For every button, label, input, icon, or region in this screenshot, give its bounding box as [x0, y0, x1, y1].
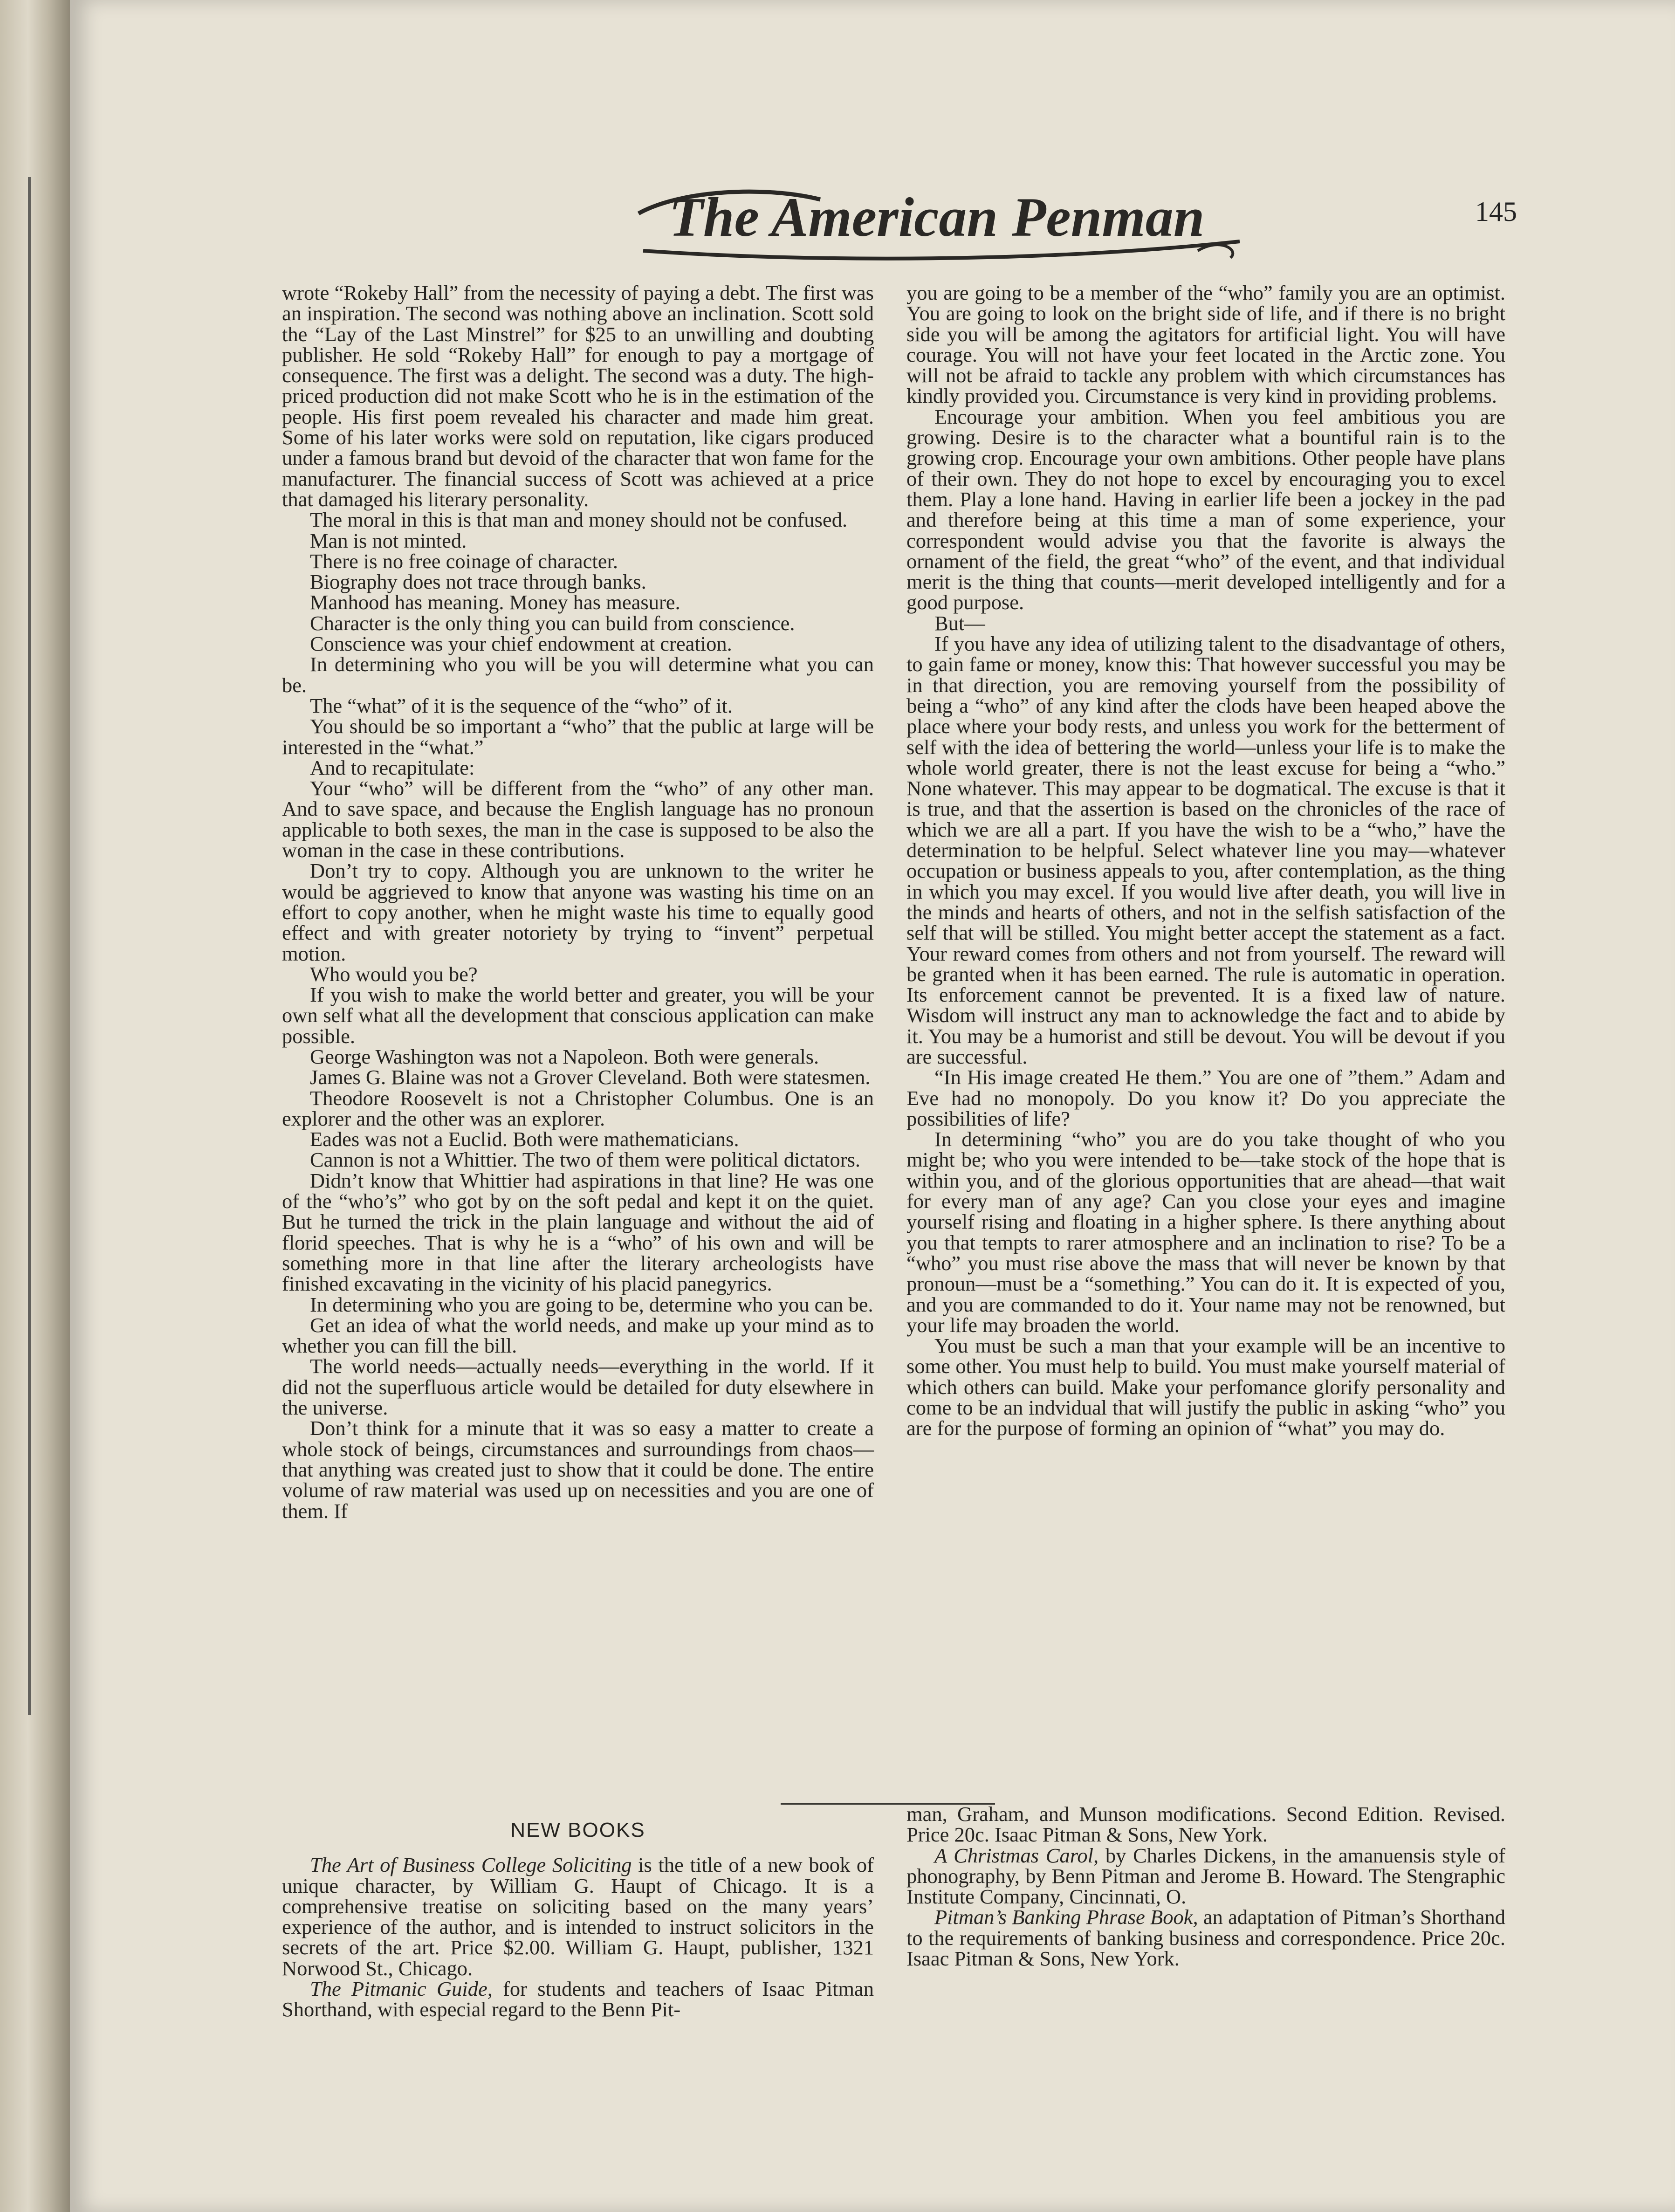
paragraph: You must be such a man that your example will be an incentive to some other. You must help to build. You must make yourself material of which others can build. Make your perfomance glorify personality and come to be an indvidual that will justify the public in asking “who” you are for the purpose of forming an opinion of “what” you may do. — [906, 1334, 1505, 1440]
book-description: an adaptation of Pitman’s Shorthand to the requirements of banking business and correspondence. Price 20c. Isaac Pitman & Sons, New York. — [906, 1905, 1505, 1971]
paragraph: Biography does not trace through banks. — [310, 570, 646, 594]
paragraph: And to recapitulate: — [310, 756, 475, 779]
paragraph: There is no free coinage of character. — [310, 549, 618, 573]
paragraph: Who would you be? — [310, 962, 478, 986]
book-entry — [282, 1978, 874, 2020]
new-books-column-right — [906, 1804, 1505, 1969]
paragraph: The world needs—actually needs—everything in the world. If it did not the superfluous article would be detailed for duty elsewhere in the universe. — [282, 1354, 874, 1420]
paragraph: Man is not minted. — [310, 529, 467, 552]
book-title: A Christmas Carol, — [934, 1843, 1099, 1867]
paragraph: Cannon is not a Whittier. The two of them were political dictators. — [310, 1148, 861, 1172]
paragraph: Manhood has meaning. Money has measure. — [310, 591, 680, 614]
spine-margin-rule — [28, 177, 31, 1715]
paragraph: You should be so important a “who” that the public at large will be interested in the “what.” — [282, 714, 874, 759]
paragraph: In determining who you will be you will determine what you can be. — [282, 653, 874, 697]
paragraph: In determining “who” you are do you take thought of who you might be; who you were intended to be—take stock of the hope that is within you, and of the glorious opportunities that are ahead—that wait for every man of any age? Can you close your eyes and imagine yourself rising and floating in a higher sphere. Is there anything about you that tempts to rarer atmosphere and an inclination to rise? To be a “who” you must rise above the mass that will never be known by that pronoun—must be a “something.” You can do it. It is expected of you, and you are commanded to do it. Your name may not be renowned, but your life may broaden the world. — [906, 1127, 1505, 1337]
paragraph: “In His image created He them.” You are one of ”them.” Adam and Eve had no monopoly. Do you know it? Do you appreciate the possibilities of life? — [906, 1065, 1505, 1130]
paragraph: But— — [934, 611, 985, 635]
paragraph: Get an idea of what the world needs, and make up your mind as to whether you can fill the bill. — [282, 1313, 874, 1358]
paragraph: Don’t think for a minute that it was so easy a matter to create a whole stock of beings, circumstances and surroundings from chaos—that anything was created just to show that it could be done. The entire volume of raw material was used up on necessities and you are one of them. If — [282, 1416, 874, 1523]
book-entry — [282, 1855, 874, 1978]
book-description: man, Graham, and Munson modifications. Second Edition. Revised. Price 20c. Isaac Pitman & Sons, New York. — [906, 1802, 1505, 1847]
paragraph: Theodore Roosevelt is not a Christopher Columbus. One is an explorer and the other was an explorer. — [282, 1086, 874, 1130]
paragraph: James G. Blaine was not a Grover Cleveland. Both were statesmen. — [310, 1065, 871, 1089]
article-column-left — [282, 282, 874, 1521]
paragraph: If you have any idea of utilizing talent to the disadvantage of others, to gain fame or money, know this: That however successful you may be in that direction, you are removing yourself from the possibility of being a “who” of any kind after the clods have been heaped above the place where your body rests, and unless you work for the betterment of self with the idea of bettering the world—unless your life is to make the whole world greater, there is not the least excuse for being a “who.” None whatever. This may appear to be dogmatical. The excuse is that it is true, and that the assertion is based on the chronicles of the race of which we are all a part. If you have the wish to be a “who,” have the determination to be helpful. Select whatever line you may—whatever occupation or business appeals to you, after contemplation, as the thing in which you may excel. If you would live after death, you will live in the minds and hearts of others, and not in the selfish satisfaction of the self that will be stilled. You might better accept the statement as a fact. Your reward comes from others and not from yourself. The reward will be granted when it has been earned. The rule is automatic in operation. Its enforcement cannot be prevented. It is a fixed law of nature. Wisdom will instruct any man to acknowledge the fact and to abide by it. You may be a humorist and still be devout. You will be devout if you are successful. — [906, 632, 1505, 1068]
book-title: The Art of Business College Soliciting — [310, 1853, 632, 1877]
paragraph: The “what” of it is the sequence of the “who” of it. — [310, 694, 733, 717]
book-entry — [906, 1804, 1505, 1845]
new-books-column-left — [282, 1820, 874, 2020]
book-title: Pitman’s Banking Phrase Book, — [934, 1905, 1198, 1929]
paragraph: Character is the only thing you can build from conscience. — [310, 611, 795, 635]
paragraph: Eades was not a Euclid. Both were mathematicians. — [310, 1127, 739, 1151]
book-description: is the title of a new book of unique character, by William G. Haupt of Chicago. It is a comprehensive treatise on soliciting based on the many years’ experience of the author, and is intended to instruct solicitors in the secrets of the art. Price $2.00. William G. Haupt, publisher, 1321 Norwood St., Chicago. — [282, 1853, 874, 1980]
masthead-title: The American Penman — [669, 186, 1205, 248]
page-number: 145 — [1475, 196, 1517, 227]
paragraph: Didn’t know that Whittier had aspirations in that line? He was one of the “who’s” who got by on the soft pedal and kept it on the quiet. But he turned the trick in the plain language and without the aid of florid speeches. That is why he is a “who” of his own and will be something more in that line after the literary archeologists have finished excavating in the vicinity of his placid panegyrics. — [282, 1168, 874, 1296]
magazine-page — [70, 0, 1675, 2212]
paragraph: George Washington was not a Napoleon. Both were generals. — [310, 1044, 819, 1068]
book-entry — [906, 1907, 1505, 1969]
book-entry — [906, 1845, 1505, 1907]
article-column-right — [906, 282, 1505, 1439]
book-spine — [0, 0, 70, 2212]
paragraph: Conscience was your chief endowment at creation. — [310, 632, 732, 656]
paragraph: If you wish to make the world better and greater, you will be your own self what all the development that conscious application can make possible. — [282, 983, 874, 1048]
book-description: for students and teachers of Isaac Pitman Shorthand, with especial regard to the Benn Pit- — [282, 1977, 874, 2021]
new-books-heading: NEW BOOKS — [510, 1819, 645, 1841]
paragraph: In determining who you are going to be, determine who you can be. — [310, 1292, 873, 1316]
book-title: The Pitmanic Guide, — [310, 1977, 493, 2001]
paragraph: The moral in this is that man and money should not be confused. — [310, 508, 848, 532]
paragraph: you are going to be a member of the “who” family you are an optimist. You are going to look on the bright side of life, and if there is no bright side you will be among the agitators for artificial light. You will have courage. You will not have your feet located in the Arctic zone. You will not be afraid to tackle any problem with which circumstances has kindly provided you. Circumstance is very kind in providing problems. — [906, 281, 1505, 408]
book-description: by Charles Dickens, in the amanuensis style of phonography, by Benn Pitman and Jerome B. Howard. The Stengraphic Institute Company, Cincinnati, O. — [906, 1843, 1505, 1909]
paragraph: Encourage your ambition. When you feel ambitious you are growing. Desire is to the character what a bountiful rain is to the growing crop. Encourage your own ambitions. Other people have plans of their own. They do not hope to excel by encouraging you to excel them. Play a lone hand. Having in earlier life been a jockey in the pad and therefore being at this time a man of some experience, your correspondent would advise you that the favorite is always the ornament of the field, the great “who” of the event, and that individual merit is the thing that counts—merit developed intelligently and for a good purpose. — [906, 405, 1505, 614]
paragraph: Don’t try to copy. Although you are unknown to the writer he would be aggrieved to know that anyone was wasting his time on an effort to copy another, when he might waste his time to equally good effect and with greater notoriety by trying to “invent” perpetual motion. — [282, 859, 874, 965]
paragraph: wrote “Rokeby Hall” from the necessity of paying a debt. The first was an inspiration. The second was nothing above an inclination. Scott sold the “Lay of the Last Minstrel” for $25 to an unwilling and doubting publisher. He sold “Rokeby Hall” for enough to pay a mortgage of consequence. The first was a delight. The second was a duty. The high-priced production did not make Scott who he is in the estimation of the people. His first poem revealed his character and made him great. Some of his later works were sold on reputation, like cigars produced under a famous brand but devoid of the character that won fame for the manufacturer. The financial success of Scott was achieved at a price that damaged his literary personality. — [282, 281, 874, 511]
masthead-logo — [625, 181, 1249, 265]
paragraph: Your “who” will be different from the “who” of any other man. And to save space, and because the English language has no pronoun applicable to both sexes, the man in the case is supposed to be also the woman in the case in these contributions. — [282, 776, 874, 862]
